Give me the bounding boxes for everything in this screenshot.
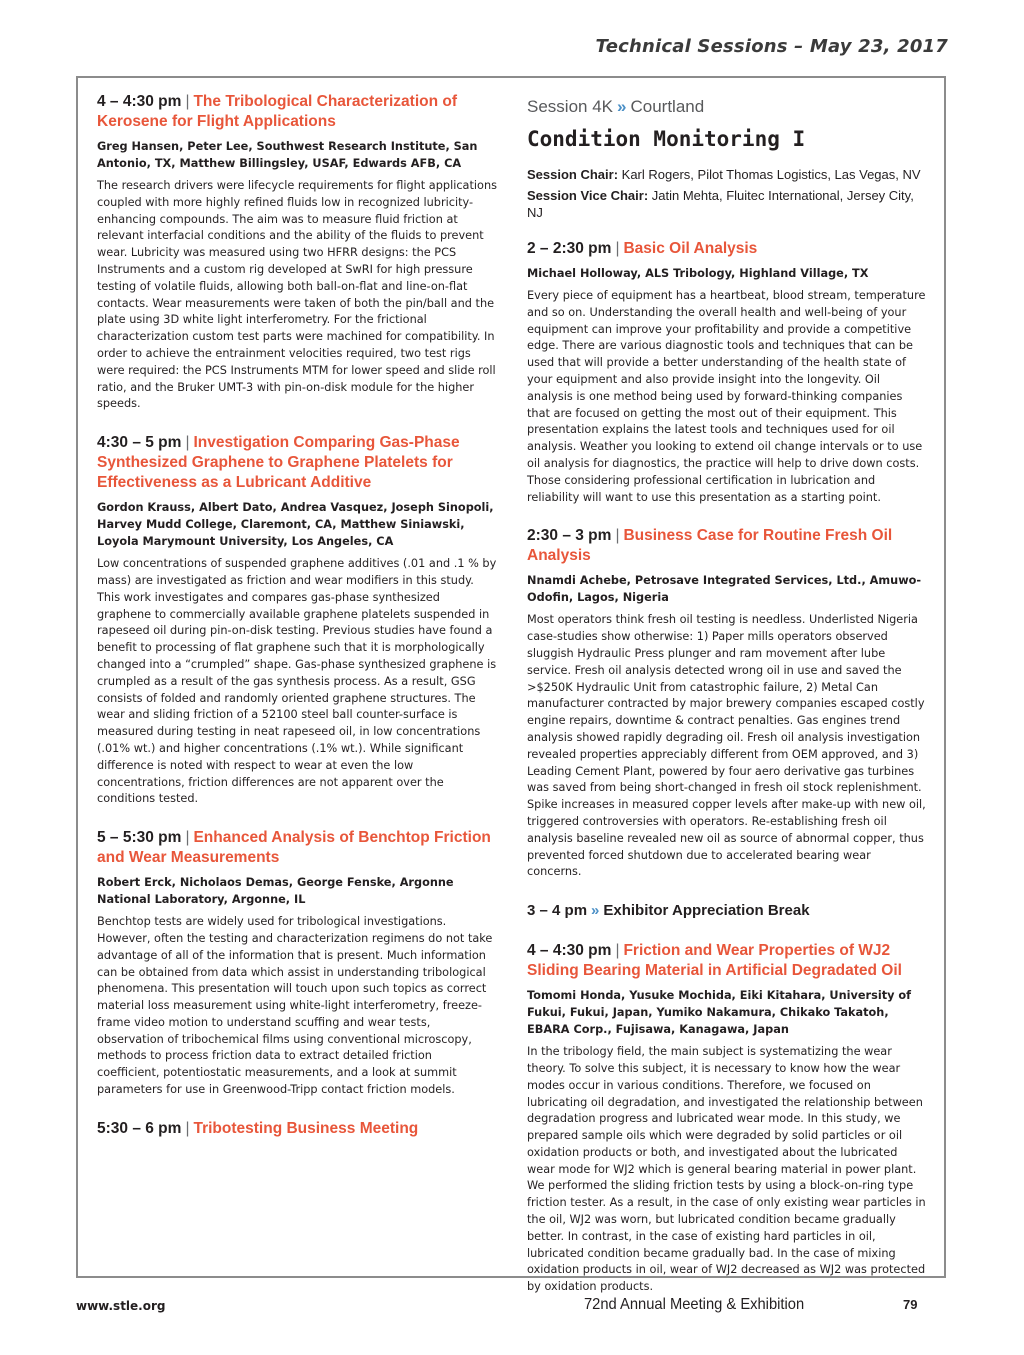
footer-url-link[interactable]: www.stle.org xyxy=(76,1299,166,1313)
talk-time: 4 – 4:30 pm xyxy=(97,93,182,110)
vice-chair-label: Session Vice Chair: xyxy=(527,188,649,203)
separator: | xyxy=(615,240,620,257)
talk-item xyxy=(97,433,497,808)
talk-item xyxy=(527,526,927,881)
talk-authors: Tomomi Honda, Yusuke Mochida, Eiki Kitahara, University of Fukui, Fukui, Japan, Yumiko Nakamura, Chikako Takatoh, EBARA Corp., Fujisawa, Kanagawa, Japan xyxy=(527,989,912,1037)
session-line xyxy=(527,96,927,118)
talk-heading xyxy=(97,433,497,493)
vice-chair-name: Jatin Mehta, Fluitec International, Jersey City, NJ xyxy=(527,188,914,220)
separator: | xyxy=(615,527,620,545)
talk-authors: Greg Hansen, Peter Lee, Southwest Research Institute, San Antonio, TX, Matthew Billingsley, USAF, Edwards AFB, CA xyxy=(97,140,478,170)
talk-time: 5:30 – 6 pm xyxy=(97,1119,182,1137)
talk-heading xyxy=(97,92,497,132)
talk-item xyxy=(97,828,497,1099)
talk-authors: Michael Holloway, ALS Tribology, Highland Village, TX xyxy=(527,267,869,280)
talk-title: Investigation Comparing Gas-Phase Synthesized Graphene to Graphene Platelets for Effectiveness as a Lubricant Additive xyxy=(97,434,460,492)
session-chairs xyxy=(527,166,927,221)
page-number: 79 xyxy=(903,1297,918,1312)
talk-time: 5 – 5:30 pm xyxy=(97,829,182,847)
talk-abstract: Low concentrations of suspended graphene additives (.01 and .1 % by mass) are investigated as friction and wear modifiers in this study. This work investigates and compares gas-phase synthesized graphene to commercially available graphene platelets suspended in rapeseed oil during pin-on-disk testing. Previous studies have found a benefit to processing of flat graphene such that it is morphologically changed into a “crumpled” shape. Gas-phase synthesized graphene is crumpled as a result of the gas synthesis process. As a result, GSG consists of folded and randomly oriented graphene structures. The wear and sliding friction of a 52100 steel ball counter-surface is measured during testing in neat rapeseed oil, in low concentrations (.01% wt.) and higher concentrations (.1% wt.). While significant difference is noted with respect to wear at even the low concentrations, friction differences are not apparent over the conditions tested. xyxy=(97,557,497,806)
chevron-right-icon: » xyxy=(617,97,627,116)
separator: | xyxy=(185,93,190,110)
talk-title: Enhanced Analysis of Benchtop Friction and Wear Measurements xyxy=(97,829,491,867)
talk-abstract: Benchtop tests are widely used for tribological investigations. However, often the testing and characterization regimens do not take advantage of all of the information that is present. Much information can be obtained from data which assist in understanding tribological phenomena. This presentation will touch upon such topics as correct material loss measurement using white-light interferometry, freeze-frame video motion to understand scuffing and wear tests, observation of tribochemical films using conventional microscopy, methods to process friction data to extract detailed friction coefficient, potentiostatic measurements, and a look at summit parameters for use in Greenwood-Tripp contact friction models. xyxy=(97,915,493,1097)
talk-abstract: Every piece of equipment has a heartbeat, blood stream, temperature and so on. Understanding the overall health and well-being of your equipment can improve your profitability and provide a competitive edge. There are various diagnostic tools and techniques that can be used that will provide a better understanding of the health state of your equipment and also provide insight into the longevity. Oil analysis is one method being used by forward-thinking companies that are focused on getting the most out of their equipment. This presentation explains the latest tools and techniques used for oil analysis. Weather you looking to extend oil change intervals or to use oil analysis for diagnostics, the practice will help to drive down costs. Those considering professional certification in lubrication and reliability will want to use this presentation as a starting point. xyxy=(527,289,926,504)
talk-item xyxy=(97,1119,497,1139)
right-column xyxy=(527,92,927,1316)
talk-time: 4:30 – 5 pm xyxy=(97,434,182,452)
break-line xyxy=(527,901,927,921)
talk-item xyxy=(527,941,927,1296)
talk-item xyxy=(527,239,927,506)
talk-authors: Robert Erck, Nicholaos Demas, George Fenske, Argonne National Laboratory, Argonne, IL xyxy=(97,876,454,907)
talk-heading xyxy=(97,828,497,868)
left-column xyxy=(97,92,497,1159)
talk-abstract: Most operators think fresh oil testing is needless. Underlisted Nigeria case-studies show otherwise: 1) Paper mills operators observed sluggish Hydraulic Press plunger and ram movement after lube service. Fresh oil analysis detected wrong oil in use and saved the >$250K Hydraulic Unit from catastrophic failure, 2) Metal Can manufacturer contracted by major brewery companies escaped costly engine repairs, downtime & contract penalties. Gas engines trend analysis showed rapidly degrading oil. Fresh oil analysis investigation revealed properties appreciably different from OEM approved, and 3) Leading Cement Plant, powered by four aero derivative gas turbines was saved from being short-changed in fresh oil stock replenishment. Spike increases in measured copper levels after make-up with new oil, triggered controversies with operators. Re-establishing fresh oil analysis baseline revealed new oil as source of abnormal copper, thus prevented forced shutdown due to accelerated bearing wear concerns. xyxy=(527,613,926,879)
session-room: Courtland xyxy=(630,97,705,116)
talk-title: Friction and Wear Properties of WJ2 Sliding Bearing Material in Artificial Degradated Oil xyxy=(527,942,902,980)
break-time: 3 – 4 pm xyxy=(527,902,588,920)
talk-authors: Gordon Krauss, Albert Dato, Andrea Vasquez, Joseph Sinopoli, Harvey Mudd College, Claremont, CA, Matthew Siniawski, Loyola Marymount University, Los Angeles, CA xyxy=(97,501,494,549)
talk-time: 2:30 – 3 pm xyxy=(527,527,612,545)
chair-label: Session Chair: xyxy=(527,167,619,182)
break-label: Exhibitor Appreciation Break xyxy=(603,902,810,920)
talk-heading xyxy=(97,1119,497,1139)
chair-name: Karl Rogers, Pilot Thomas Logistics, Las Vegas, NV xyxy=(621,167,921,182)
talk-heading xyxy=(527,941,927,981)
talk-time: 2 – 2:30 pm xyxy=(527,240,612,257)
chevron-right-icon: » xyxy=(591,902,600,920)
separator: | xyxy=(185,829,190,847)
talk-title: The Tribological Characterization of Kerosene for Flight Applications xyxy=(97,93,458,130)
footer-meeting-name: 72nd Annual Meeting & Exhibition xyxy=(584,1296,805,1313)
session-title: Condition Monitoring I xyxy=(527,127,806,151)
separator: | xyxy=(615,942,620,960)
talk-title: Basic Oil Analysis xyxy=(623,240,758,257)
separator: | xyxy=(185,434,190,452)
talk-title: Tribotesting Business Meeting xyxy=(193,1119,419,1137)
talk-authors: Nnamdi Achebe, Petrosave Integrated Services, Ltd., Amuwo-Odofin, Lagos, Nigeria xyxy=(527,574,922,605)
talk-abstract: The research drivers were lifecycle requirements for flight applications coupled with more highly refined fluids low in recognized lubricity-enhancing compounds. The aim was to measure fluid friction at relevant interfacial conditions and the ability of the fluids to prevent wear. Lubricity was measured using two HFRR designs: the PCS Instruments and a custom rig developed at SwRI for high pressure testing of volatile fluids, allowing both ball-on-flat and line-on-flat contacts. Wear measurements were taken of both the pin/ball and the plate using 3D white light interferometry. For the frictional characterization custom test parts were machined for compatibility. In order to achieve the entrainment velocities required, two test rigs were required: the PCS Instruments MTM for lower speed and slide roll ratio, and the Bruker UMT-3 with pin-on-disk module for the higher speeds. xyxy=(97,179,498,411)
talk-item xyxy=(97,92,497,413)
talk-abstract: In the tribology field, the main subject is systematizing the wear theory. To solve this subject, it is necessary to know how the wear modes occur in various conditions. Therefore, we focused on lubricating oil degradation, and investigated the relationship between degradation progress and lubricated wear mode. In this study, we prepared sample oils which were degraded by solid particles or oil oxidation products or both, and investigated about the lubricated wear mode for WJ2 which is general bearing material in power plant. We performed the sliding friction tests by using a block-on-ring type friction tester. As a result, in the case of only existing wear particles in the oil, WJ2 was worn, but lubricated condition became gradually better. In contrast, in the case of existing hard particles in oil, lubricated condition became gradually bad. In the case of mixing oxidation products in oil, wear of WJ2 decreased as WJ2 was protected by oxidation products. xyxy=(527,1045,926,1294)
talk-title: Business Case for Routine Fresh Oil Analysis xyxy=(527,527,893,565)
separator: | xyxy=(185,1119,190,1137)
session-chair xyxy=(527,166,927,183)
session-vice-chair xyxy=(527,187,927,221)
session-number: Session 4K xyxy=(527,97,613,116)
talk-heading xyxy=(527,239,927,259)
talk-time: 4 – 4:30 pm xyxy=(527,942,612,960)
talk-heading xyxy=(527,526,927,566)
page-header: Technical Sessions – May 23, 2017 xyxy=(595,36,948,57)
